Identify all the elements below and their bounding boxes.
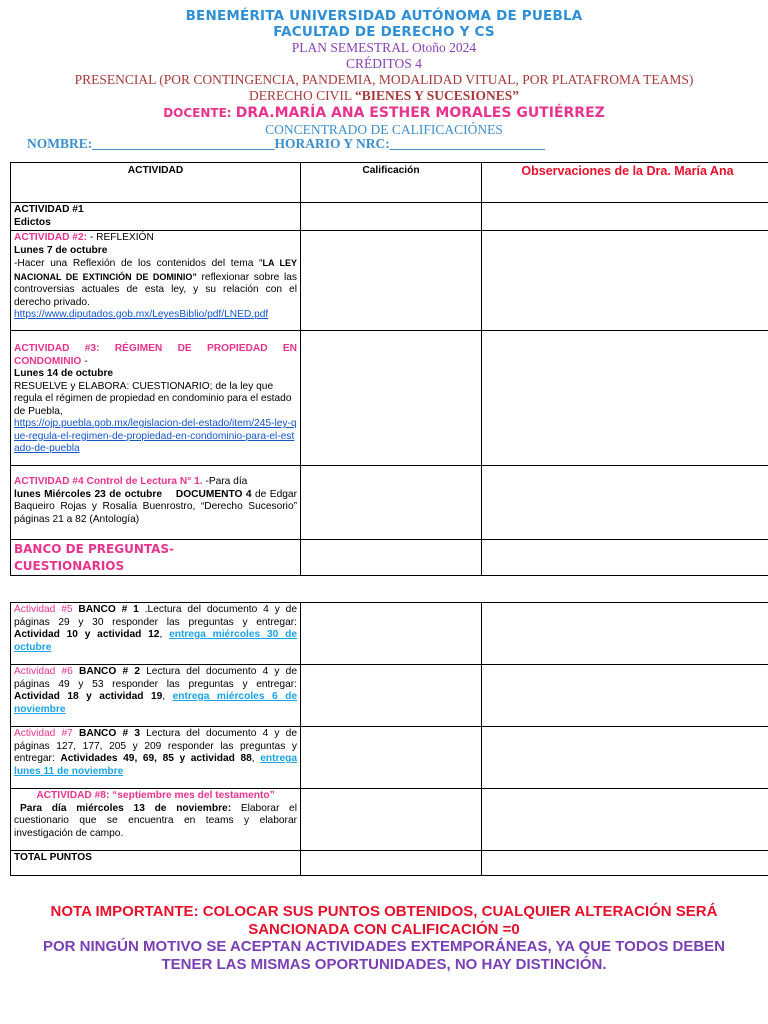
course-title [0,88,768,104]
table-row [11,851,768,876]
activity-5-label: Actividad #5 [14,604,73,615]
activity-3-date: Lunes 14 de octubre [14,368,114,379]
grade-input-7[interactable] [301,727,482,789]
total-puntos-label: TOTAL PUNTOS [14,852,92,863]
activity-2-text1: -Hacer una Reflexión de los contenidos del tema “ [14,258,263,269]
observation-cell-banco [482,540,768,576]
observation-cell-1 [482,203,768,231]
activity-7-sep: , [251,753,261,764]
activity-1-title: ACTIVIDAD #1 [14,204,84,215]
concentrado-title: CONCENTRADO DE CALIFICACIÓNES [265,122,503,137]
activity-3-title-rest: - [81,355,88,367]
activity-4-text: de Edgar Baqueiro Rojas y Rosalía Buenrostro, “Derecho Sucesorio” páginas 21 a 82 (Antología) [14,488,297,525]
table-row [11,331,768,466]
activity-7-banco: BANCO # 3 [72,728,140,739]
activity-2-cell [11,231,301,331]
activity-6-cell [11,665,301,727]
table-row [11,727,768,789]
grade-input-4[interactable] [301,466,482,540]
banco-preguntas-cell [11,540,301,576]
plan-semestral: PLAN SEMESTRAL Otoño 2024 [291,40,477,55]
activity-2-title-rest: - REFLEXIÓN [87,232,154,243]
observation-cell-2 [482,231,768,331]
activity-6-due-link[interactable]: entrega miércoles 6 de noviembre [14,691,298,715]
activity-7-cell [11,727,301,789]
table-row [11,540,768,576]
activity-2-title: ACTIVIDAD #2: [14,232,88,243]
activity-2-link[interactable]: https://www.diputados.gob.mx/LeyesBiblio/pdf/LNED.pdf [14,309,269,320]
table-row [11,466,768,540]
table-row [11,665,768,727]
grade-input-banco[interactable] [301,540,482,576]
table-row [11,603,768,665]
activity-4-title-rest: -Para día [202,476,248,487]
activity-5-cell [11,603,301,665]
grade-input-1[interactable] [301,203,482,231]
observation-cell-5 [482,603,768,665]
activity-6-bold: Actividad 18 y actividad 19 [14,691,163,702]
activity-4-date: lunes Miércoles 23 de octubre [14,488,163,500]
activity-6-text: Lectura del documento 4 y de páginas 49 y 53 responder las preguntas y entregar: [14,666,297,690]
banco-preguntas-title: BANCO DE PREGUNTAS-CUESTIONARIOS [14,542,175,573]
activity-1-cell [11,203,301,231]
col-header-actividad: ACTIVIDAD [11,163,301,203]
no-extemporaneous-note [0,938,768,974]
table-row [11,789,768,851]
activity-7-bold: Actividades 49, 69, 85 y actividad 88 [60,753,252,764]
observation-cell-6 [482,665,768,727]
faculty-name: FACULTAD DE DERECHO Y CS [273,24,495,40]
table-row [11,203,768,231]
activity-2-date: Lunes 7 de octubre [14,244,108,256]
activity-6-sep: , [162,691,173,702]
activity-7-due-link[interactable]: entrega lunes 11 de noviembre [14,753,298,777]
course-name: “BIENES Y SUCESIONES” [354,88,520,103]
activities-table-2 [10,602,768,876]
total-puntos-input[interactable] [301,851,482,876]
activity-6-label: Actividad #6 [14,666,73,677]
total-puntos-cell [11,851,301,876]
activity-3-title: ACTIVIDAD #3: RÉGIMEN DE PROPIEDAD EN CONDOMINIO [14,343,297,367]
activity-4-cell [11,466,301,540]
observation-cell-4 [482,466,768,540]
course-prefix: DERECHO CIVIL [248,88,355,103]
activity-3-cell [11,331,301,466]
important-note-text: : COLOCAR SUS PUNTOS OBTENIDOS, CUALQUIER ALTERACIÓN SERÁ SANCIONADA CON CALIFICACIÓN =0 [193,903,718,938]
total-observation-cell [482,851,768,876]
important-note-label: NOTA IMPORTANTE [50,903,194,920]
activity-3-link[interactable]: https://ojp.puebla.gob.mx/legislacion-del-estado/item/245-ley-que-regula-el-regimen-de-propiedad-en-condominio-para-el-estado-de-puebla [14,418,297,454]
activity-5-due-link[interactable]: entrega miércoles 30 de octubre [14,629,297,653]
observation-cell-8 [482,789,768,851]
document-header [0,8,768,138]
activity-4-doc: DOCUMENTO 4 [175,488,252,500]
activity-4-title: ACTIVIDAD #4 Control de Lectura N° 1. [14,476,203,487]
activities-table-1 [10,162,768,576]
activity-5-sep: , [159,629,170,640]
activity-5-text: .Lectura del documento 4 y de páginas 29 y 30 responder las preguntas y entregar: [14,604,297,628]
activity-2-text2: reflexionar sobre las controversias actuales de esta ley, y su relación con el derecho privado. [14,271,297,308]
observation-cell-7 [482,727,768,789]
modalidad: PRESENCIAL (POR CONTINGENCIA, PANDEMIA, MODALIDAD VITUAL, POR PLATAFROMA TEAMS) [74,72,694,87]
activity-7-label: Actividad #7 [14,728,73,739]
grade-input-5[interactable] [301,603,482,665]
activity-3-text: RESUELVE y ELABORA: CUESTIONARIO; de la ley que regula el régimen de propiedad en condominio para el estado de Puebla, [14,380,292,417]
activity-1-subtitle: Edictos [14,216,51,228]
activity-7-text: Lectura del documento 4 y de páginas 127, 177, 205 y 209 responder las preguntas y entregar: [14,728,297,764]
activity-8-date: Para día miércoles 13 de noviembre: [20,802,232,814]
table-row [11,231,768,331]
activity-8-text: Elaborar el cuestionario que se encuentra en teams y elaborar investigación de campo. [14,802,297,839]
grade-input-6[interactable] [301,665,482,727]
no-extemporaneous-text: POR NINGÚN MOTIVO SE ACEPTAN ACTIVIDADES EXTEMPORÁNEAS, YA QUE TODOS DEBEN TENER LAS MISMAS OPORTUNIDADES, NO HAY DISTINCIÓN. [42,938,726,973]
table-header-row [11,163,768,203]
activity-6-banco: BANCO # 2 [72,666,140,677]
activity-5-banco: BANCO # 1 [72,604,139,615]
activity-5-bold: Actividad 10 y actividad 12 [14,629,160,640]
docente [0,104,768,122]
creditos: CRÉDITOS 4 [346,56,422,71]
grade-input-2[interactable] [301,231,482,331]
observation-cell-3 [482,331,768,466]
university-name: BENEMÉRITA UNIVERSIDAD AUTÓNOMA DE PUEBLA [185,8,583,24]
nombre-horario-line: NOMBRE:___________________________HORARIO Y NRC:_______________________ [27,136,545,151]
activity-8-cell [11,789,301,851]
activity-2-law-name: LA LEY NACIONAL DE EXTINCIÓN DE DOMINIO” [14,258,298,282]
grade-input-8[interactable] [301,789,482,851]
col-header-calificacion: Calificación [301,163,482,203]
activity-8-title: ACTIVIDAD #8: “septiembre mes del testamento” [36,790,275,801]
col-header-observaciones: Observaciones de la Dra. María Ana [482,163,768,203]
docente-name: DRA.MARÍA ANA ESTHER MORALES GUTIÉRREZ [235,105,605,121]
grade-input-3[interactable] [301,331,482,466]
important-note [0,903,768,939]
docente-prefix: DOCENTE: [163,106,236,120]
